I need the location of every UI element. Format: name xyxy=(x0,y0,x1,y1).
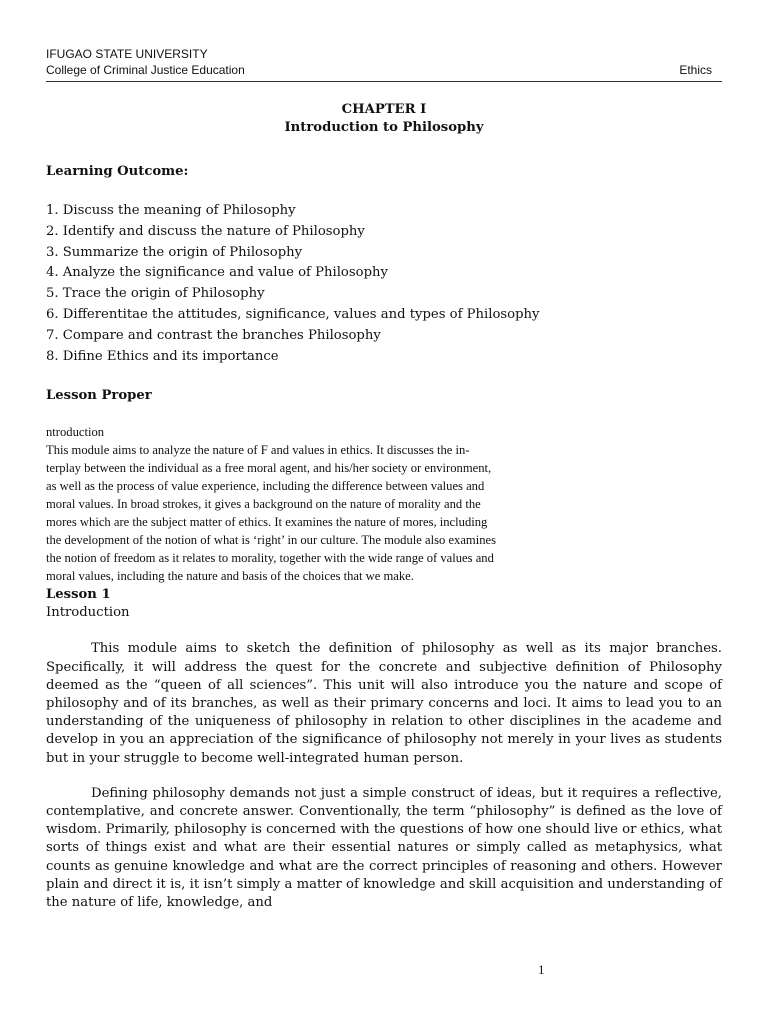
lesson-1-paragraph: Defining philosophy demands not just a simple construct of ideas, but it requires a reflective, contemplative, and concrete answer. Conventionally, the term “philosophy” is defined as the love of wisdom. Primarily, philosophy is concerned with the questions of how one should live or ethics, what sorts of things exist and what are their essential natures or simply called as metaphysics, what counts as genuine knowledge and what are the correct principles of reasoning and others. However plain and direct it is, it isn’t simply a matter of knowledge and skill acquisition and understanding of the nature of life, knowledge, and xyxy=(46,785,722,911)
page-header xyxy=(46,46,712,78)
intro-line: the notion of freedom as it relates to morality, together with the wide range of values and xyxy=(46,551,494,566)
lesson-1-heading: Lesson 1 xyxy=(46,587,111,603)
outcome-item: 7. Compare and contrast the branches Philosophy xyxy=(46,327,381,343)
lesson-proper-heading: Lesson Proper xyxy=(46,388,152,404)
header-row xyxy=(46,62,712,78)
intro-line: terplay between the individual as a free moral agent, and his/her society or environment, xyxy=(46,461,492,476)
intro-line: moral values. In broad strokes, it gives a background on the nature of morality and the xyxy=(46,497,481,512)
university-name: IFUGAO STATE UNIVERSITY xyxy=(46,47,208,61)
document-body xyxy=(46,101,722,925)
outcome-item: 2. Identify and discuss the nature of Philosophy xyxy=(46,223,365,239)
header-divider xyxy=(46,81,722,82)
chapter-title: Introduction to Philosophy xyxy=(284,120,484,135)
page-number: 1 xyxy=(538,962,545,977)
lesson-1-paragraph: This module aims to sketch the definition of philosophy as well as its major branches. Specifically, it will address the quest for the concrete and subjective definition of Philosophy deemed as the “queen of all sciences”. This unit will also introduce you the nature and scope of philosophy and of its branches, as well as their primary concerns and loci. It aims to lead you to an understanding of the uniqueness of philosophy in relation to other disciplines in the academe and develop in you an appreciation of the significance of philosophy not merely in your lives as students but in your struggle to become well-integrated human person. xyxy=(46,641,722,766)
subject-name: Ethics xyxy=(679,63,712,77)
outcome-item: 6. Differentitae the attitudes, significance, values and types of Philosophy xyxy=(46,306,540,322)
college-name: College of Criminal Justice Education xyxy=(46,63,245,77)
lesson-1-subheading: Introduction xyxy=(46,605,130,621)
intro-line: ntroduction xyxy=(46,425,105,440)
outcome-item: 8. Difine Ethics and its importance xyxy=(46,348,279,364)
outcome-item: 4. Analyze the significance and value of Philosophy xyxy=(46,265,388,281)
intro-line: the development of the notion of what is ‘right’ in our culture. The module also examines xyxy=(46,533,496,548)
intro-line: This module aims to analyze the nature of F and values in ethics. It discusses the in- xyxy=(46,443,470,458)
intro-line: moral values, including the nature and basis of the choices that we make. xyxy=(46,569,414,584)
intro-line: mores which are the subject matter of ethics. It examines the nature of mores, including xyxy=(46,515,488,530)
learning-outcome-heading: Learning Outcome: xyxy=(46,164,189,179)
chapter-number: CHAPTER I xyxy=(341,102,427,117)
outcome-item: 5. Trace the origin of Philosophy xyxy=(46,286,265,302)
outcome-item: 3. Summarize the origin of Philosophy xyxy=(46,244,303,260)
learning-outcome-list xyxy=(46,201,722,367)
lesson-proper-intro xyxy=(46,423,591,585)
outcome-item: 1. Discuss the meaning of Philosophy xyxy=(46,203,296,218)
intro-line: as well as the process of value experience, including the difference between values and xyxy=(46,479,485,494)
